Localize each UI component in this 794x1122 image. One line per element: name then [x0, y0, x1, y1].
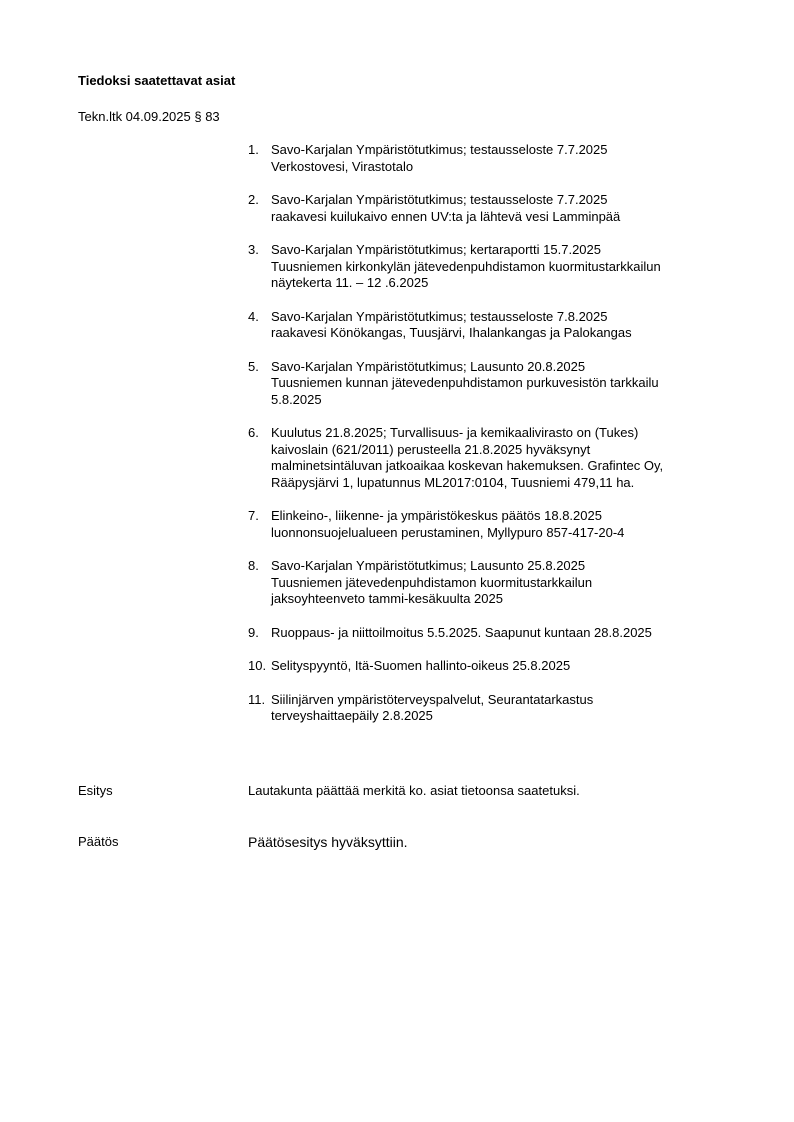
list-item-line: Savo-Karjalan Ympäristötutkimus; testausseloste 7.7.2025	[271, 142, 608, 157]
list-item-line: 5.8.2025	[271, 391, 322, 407]
list-item-text	[271, 242, 728, 292]
list-item-text	[271, 508, 728, 541]
list-item-line: Savo-Karjalan Ympäristötutkimus; Lausunto 25.8.2025	[271, 558, 586, 573]
list-item	[248, 625, 728, 642]
list-item-text	[271, 658, 728, 675]
proposal-row	[78, 783, 728, 799]
list-item-text	[271, 625, 728, 642]
list-item-line: Tuusniemen kirkonkylän jätevedenpuhdistamon kuormitustarkkailun	[271, 258, 661, 274]
list-item-text	[271, 558, 728, 608]
list-item-text	[271, 142, 728, 175]
list-item-line: raakavesi Könökangas, Tuusjärvi, Ihalankangas ja Palokangas	[271, 325, 632, 340]
list-item	[248, 242, 728, 292]
list-item	[248, 508, 728, 541]
list-item	[248, 658, 728, 675]
list-item-line: kaivoslain (621/2011) perusteella 21.8.2025 hyväksynyt	[271, 441, 591, 457]
decision-label: Päätös	[78, 834, 119, 849]
decision-row	[78, 834, 728, 850]
list-item-number: 5.	[248, 358, 259, 374]
list-item-number: 10.	[248, 658, 267, 673]
list-item	[248, 359, 728, 409]
list-item-line: Siilinjärven ympäristöterveyspalvelut, Seurantatarkastus	[271, 691, 594, 707]
list-item	[248, 192, 728, 225]
list-item-line: Tuusniemen jätevedenpuhdistamon kuormitustarkkailun	[271, 574, 593, 590]
list-item	[248, 309, 728, 342]
list-item-line: näytekerta 11. – 12 .6.2025	[271, 275, 429, 290]
list-item-line: Elinkeino-, liikenne- ja ympäristökeskus päätös 18.8.2025	[271, 508, 602, 523]
list-item-line: Kuulutus 21.8.2025; Turvallisuus- ja kemikaalivirasto on (Tukes)	[271, 425, 639, 440]
list-item-number: 1.	[248, 142, 259, 157]
list-item-text	[271, 192, 728, 225]
list-item-line: jaksoyhteenveto tammi-kesäkuulta 2025	[271, 591, 503, 606]
list-item	[248, 142, 728, 175]
list-item-line: Savo-Karjalan Ympäristötutkimus; testausseloste 7.7.2025	[271, 192, 608, 207]
list-item-line: Selityspyyntö, Itä-Suomen hallinto-oikeus 25.8.2025	[271, 658, 571, 673]
notice-item-list	[248, 142, 728, 742]
list-item-line: Savo-Karjalan Ympäristötutkimus; testausseloste 7.8.2025	[271, 308, 608, 324]
list-item	[248, 425, 728, 491]
list-item-text	[271, 309, 728, 342]
list-item-number: 11.	[248, 691, 266, 707]
list-item-line: Verkostovesi, Virastotalo	[271, 158, 414, 174]
list-item-line: raakavesi kuilukaivo ennen UV:ta ja lähtevä vesi Lamminpää	[271, 208, 621, 224]
list-item-text	[271, 359, 728, 409]
list-item-line: Rääpysjärvi 1, lupatunnus ML2017:0104, Tuusniemi 479,11 ha.	[271, 474, 635, 490]
proposal-text: Lautakunta päättää merkitä ko. asiat tietoonsa saatetuksi.	[248, 783, 580, 798]
list-item-number: 6.	[248, 425, 259, 440]
list-item-number: 4.	[248, 308, 259, 324]
list-item-text	[271, 692, 728, 725]
list-item-line: Tuusniemen kunnan jätevedenpuhdistamon purkuvesistön tarkkailu	[271, 375, 659, 390]
list-item-number: 9.	[248, 624, 259, 640]
page-title: Tiedoksi saatettavat asiat	[78, 73, 236, 88]
list-item-line: terveyshaittaepäily 2.8.2025	[271, 708, 433, 723]
list-item-number: 3.	[248, 242, 259, 257]
list-item-line: Savo-Karjalan Ympäristötutkimus; Lausunto 20.8.2025	[271, 358, 586, 374]
list-item-number: 2.	[248, 192, 259, 207]
list-item-line: Ruoppaus- ja niittoilmoitus 5.5.2025. Saapunut kuntaan 28.8.2025	[271, 624, 652, 640]
list-item	[248, 692, 728, 725]
list-item-number: 7.	[248, 508, 259, 523]
list-item-line: Savo-Karjalan Ympäristötutkimus; kertaraportti 15.7.2025	[271, 242, 601, 257]
decision-text: Päätösesitys hyväksyttiin.	[248, 834, 408, 850]
list-item-line: luonnonsuojelualueen perustaminen, Myllypuro 857-417-20-4	[271, 524, 625, 540]
proposal-label: Esitys	[78, 783, 113, 798]
list-item-line: malminetsintäluvan jatkoaikaa koskevan hakemuksen. Grafintec Oy,	[271, 458, 664, 473]
list-item	[248, 558, 728, 608]
list-item-text	[271, 425, 728, 491]
meeting-reference: Tekn.ltk 04.09.2025 § 83	[78, 109, 220, 124]
list-item-number: 8.	[248, 558, 259, 573]
